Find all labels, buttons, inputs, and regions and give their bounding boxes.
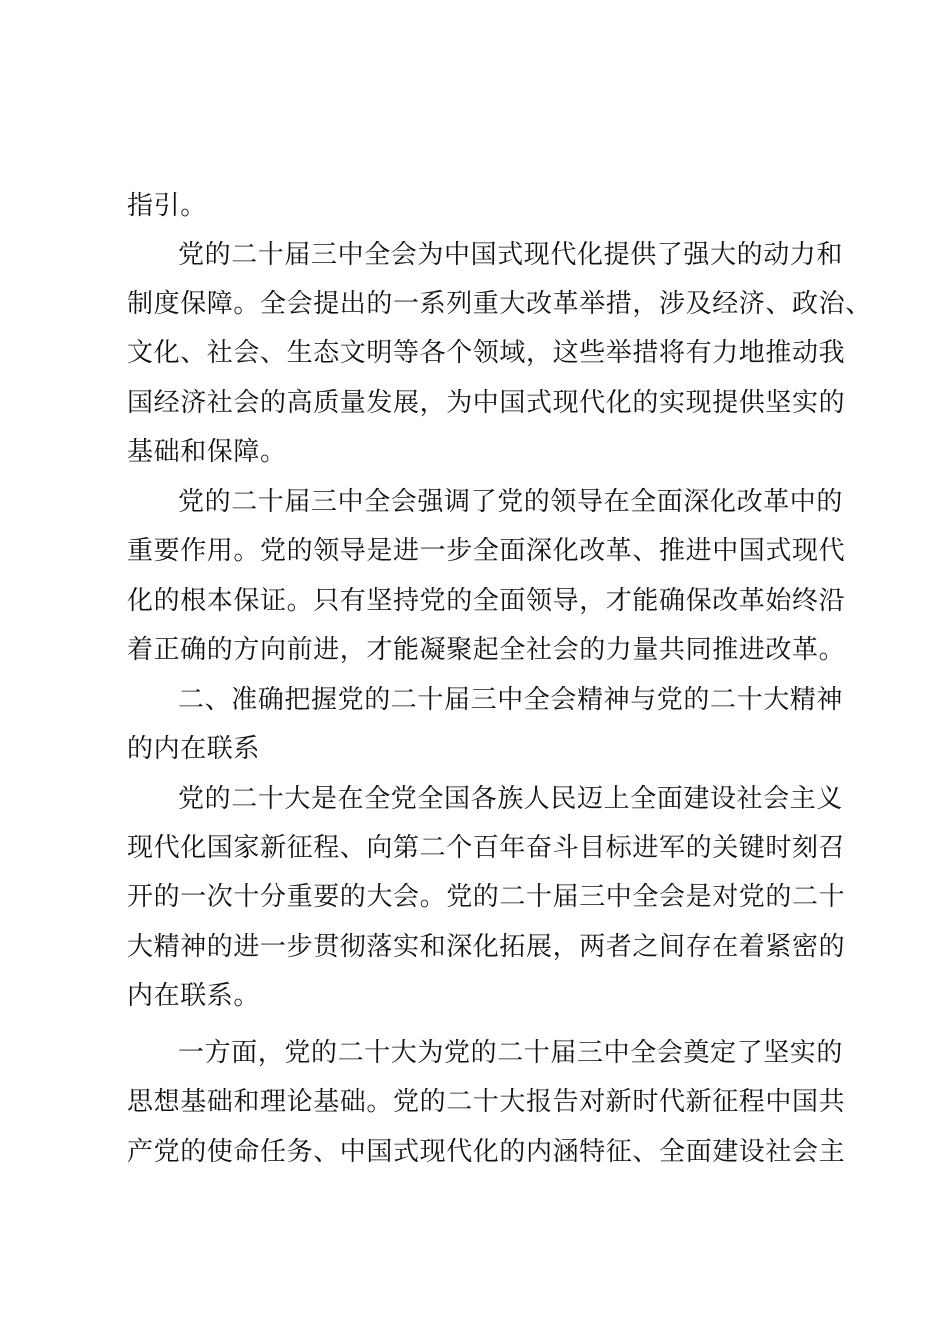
text-line: 开的一次十分重要的大会。党的二十届三中全会是对党的二十 [127, 882, 846, 912]
text-line: 现代化国家新征程、向第二个百年奋斗目标进军的关键时刻召 [127, 833, 846, 863]
text-line: 重要作用。党的领导是进一步全面深化改革、推进中国式现代 [127, 536, 846, 566]
paragraph-start-line: 党的二十届三中全会强调了党的领导在全面深化改革中的 [178, 487, 844, 517]
text-line: 思想基础和理论基础。党的二十大报告对新时代新征程中国共 [127, 1087, 846, 1117]
section-heading-line: 的内在联系 [127, 734, 261, 764]
text-line: 大精神的进一步贯彻落实和深化拓展，两者之间存在着紧密的 [127, 932, 846, 962]
text-line: 指引。 [127, 191, 207, 221]
text-line: 化的根本保证。只有坚持党的全面领导，才能确保改革始终沿 [127, 586, 846, 616]
text-line: 文化、社会、生态文明等各个领域，这些举措将有力地推动我 [127, 338, 846, 368]
section-heading-line: 二、准确把握党的二十届三中全会精神与党的二十大精神 [178, 685, 844, 715]
text-line: 着正确的方向前进，才能凝聚起全社会的力量共同推进改革。 [127, 635, 846, 665]
text-line: 国经济社会的高质量发展，为中国式现代化的实现提供坚实的 [127, 388, 846, 418]
paragraph-start-line: 党的二十届三中全会为中国式现代化提供了强大的动力和 [178, 240, 844, 270]
text-line: 内在联系。 [127, 981, 261, 1011]
text-line: 基础和保障。 [127, 437, 287, 467]
paragraph-start-line: 一方面，党的二十大为党的二十届三中全会奠定了坚实的 [178, 1038, 844, 1068]
text-line: 产党的使命任务、中国式现代化的内涵特征、全面建设社会主 [127, 1137, 846, 1167]
paragraph-start-line: 党的二十大是在全党全国各族人民迈上全面建设社会主义 [178, 784, 844, 814]
text-line: 制度保障。全会提出的一系列重大改革举措，涉及经济、政治、 [127, 289, 872, 319]
